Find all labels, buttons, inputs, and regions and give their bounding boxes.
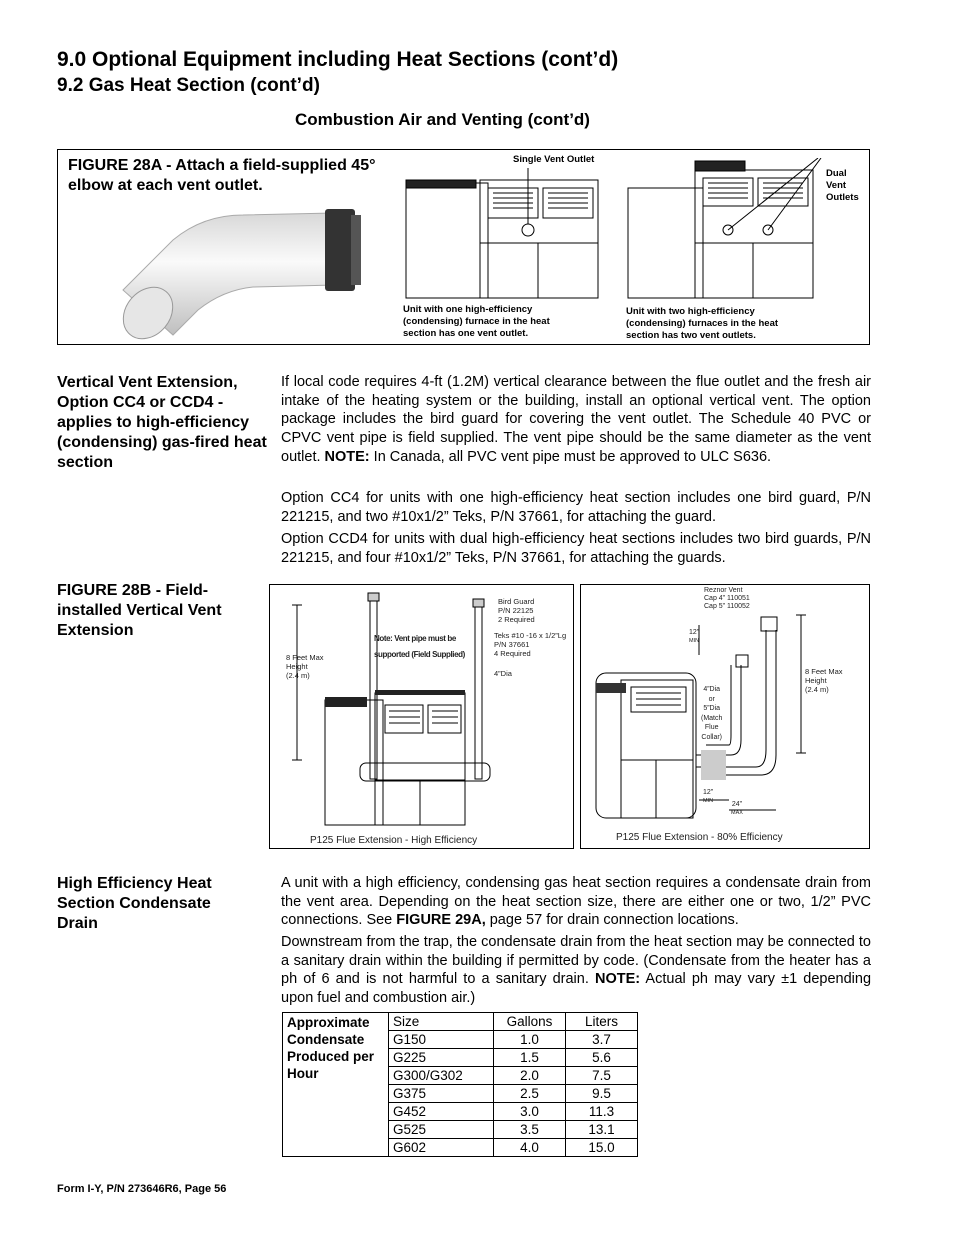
note-label: NOTE: xyxy=(324,448,370,465)
figure-28b-caption: FIGURE 28B - Field-installed Vertical Vent Extension xyxy=(57,582,222,639)
dual-vent-label xyxy=(826,168,859,204)
diameter-note: 4”Dia xyxy=(494,669,512,678)
height-note xyxy=(286,653,324,680)
bottom-min-12-note xyxy=(703,789,713,805)
table-cell: 15.0 xyxy=(566,1139,638,1157)
table-cell: 1.5 xyxy=(494,1049,566,1067)
table-row xyxy=(283,1013,638,1031)
vertical-vent-heading: Vertical Vent Extension, Option CC4 or CCD4 - applies to high-efficiency (condensing) gas-fired heat section xyxy=(57,374,267,471)
paragraph-text: In Canada, all PVC vent pipe must be approved to ULC S636. xyxy=(369,448,772,465)
max-24-value: 24” xyxy=(731,801,743,808)
min-12-unit: MIN xyxy=(689,638,700,644)
table-cell: G525 xyxy=(389,1121,494,1139)
support-note xyxy=(374,631,465,663)
condensate-paragraph-1 xyxy=(281,874,871,930)
table-cell: G375 xyxy=(389,1085,494,1103)
height-note-line: (2.4 m) xyxy=(286,671,310,680)
vent-cap-note xyxy=(704,587,750,611)
single-vent-label: Single Vent Outlet xyxy=(513,154,595,165)
dual-vent-caption-line: (condensing) furnaces in the heat xyxy=(626,318,779,329)
diameter-note-line: 5”Dia xyxy=(703,705,721,712)
paragraph-text: Downstream from the trap, the condensate drain from the heat section may be connected to a sanitary drain within the building if permitted by code. (Condensate from the heater has a ph of 6 and is not harmful to a sanitary drain. xyxy=(281,934,871,988)
dual-vent-caption-line: section has two vent outlets. xyxy=(626,330,756,341)
table-cell: 11.3 xyxy=(566,1103,638,1121)
page-subtitle: 9.2 Gas Heat Section (cont’d) xyxy=(57,75,320,96)
dual-vent-caption-line: Unit with two high-efficiency xyxy=(626,306,755,317)
paragraph-text: A unit with a high efficiency, condensing gas heat section requires a condensate drain from the vent area. Depending on the heat section size, there are either one or two, 1/2” PVC connections. See xyxy=(281,875,871,929)
table-cell: G300/G302 xyxy=(389,1067,494,1085)
bird-guard-note-line: 2 Required xyxy=(498,615,535,624)
figure-28b-high-efficiency xyxy=(269,584,574,849)
figure-28a xyxy=(57,149,870,345)
figure-28a-caption: FIGURE 28A - Attach a field-supplied 45° elbow at each vent outlet. xyxy=(68,157,376,194)
single-vent-caption-line: (condensing) furnace in the heat xyxy=(403,316,550,327)
height-note-line: Height xyxy=(805,676,827,685)
paragraph-text: If local code requires 4-ft (1.2M) vertical clearance between the flue outlet and the fresh air intake of the heating system or the building, install an optional vertical vent. The option package includes the bird guard for covering the vent outlet. The Schedule 40 PVC or CPVC vent pipe is field supplied. The vent pipe should be the same diameter as the vent outlet. xyxy=(281,374,871,465)
high-efficiency-flue-drawing xyxy=(270,585,573,848)
dual-vent-label-line: Vent xyxy=(826,180,847,191)
note-label: NOTE: xyxy=(595,971,641,988)
table-header: Size xyxy=(389,1013,494,1031)
table-cell: 3.7 xyxy=(566,1031,638,1049)
height-note-80 xyxy=(805,667,843,694)
page-title: 9.0 Optional Equipment including Heat Sections (cont’d) xyxy=(57,48,619,71)
page-footer: Form I-Y, P/N 273646R6, Page 56 xyxy=(57,1183,227,1195)
table-cell: 3.5 xyxy=(494,1121,566,1139)
dual-vent-label-line: Outlets xyxy=(826,192,859,203)
single-vent-caption-line: Unit with one high-efficiency xyxy=(403,304,533,315)
80-efficiency-label: P125 Flue Extension - 80% Efficiency xyxy=(616,832,783,843)
support-note-line: Note: Vent pipe must be xyxy=(374,634,456,643)
diameter-note-80 xyxy=(701,685,722,742)
table-cell: 2.0 xyxy=(494,1067,566,1085)
diameter-note-line: or xyxy=(708,695,715,703)
table-cell: G602 xyxy=(389,1139,494,1157)
bird-guard-note-line: P/N 22125 xyxy=(498,606,534,615)
vent-cap-note-line: Reznor Vent xyxy=(704,587,743,594)
table-cell: 7.5 xyxy=(566,1067,638,1085)
height-note-line: 8 Feet Max xyxy=(805,667,843,676)
paragraph-text: Actual ph may vary ±1 depending upon fuel and combustion air.) xyxy=(281,971,872,1007)
table-header: Liters xyxy=(566,1013,638,1031)
figure-28b-80-efficiency xyxy=(580,584,870,849)
diameter-note-line: Collar) xyxy=(701,733,723,741)
vertical-vent-paragraph-2: Option CC4 for units with one high-efficiency heat section includes one bird guard, P/N 221215, and two #10x1/2” Teks, P/N 37661, for attaching the guard. xyxy=(281,490,871,525)
bottom-min-12-unit: MIN xyxy=(703,798,714,804)
dual-vent-label-line: Dual xyxy=(826,168,847,179)
condensate-table xyxy=(282,1012,638,1157)
height-note-line: (2.4 m) xyxy=(805,685,829,694)
table-cell: G225 xyxy=(389,1049,494,1067)
table-cell: 1.0 xyxy=(494,1031,566,1049)
table-cell: 3.0 xyxy=(494,1103,566,1121)
bird-guard-note-line: Bird Guard xyxy=(498,597,535,606)
vertical-vent-paragraph-1 xyxy=(281,373,871,467)
vent-cap-note-line: Cap 5” 110052 xyxy=(704,603,750,610)
min-12-value: 12” xyxy=(689,629,700,636)
height-note-line: Height xyxy=(286,662,308,671)
table-cell: 13.1 xyxy=(566,1121,638,1139)
table-cell: 4.0 xyxy=(494,1139,566,1157)
table-cell: 9.5 xyxy=(566,1085,638,1103)
max-24-unit: MAX xyxy=(731,810,743,816)
high-efficiency-label: P125 Flue Extension - High Efficiency xyxy=(310,835,478,846)
dual-vent-caption xyxy=(626,306,778,342)
teks-note xyxy=(494,631,566,658)
table-header: Gallons xyxy=(494,1013,566,1031)
bottom-min-12-value: 12” xyxy=(703,789,714,796)
dual-vent-unit-drawing xyxy=(623,158,823,303)
table-row-label: Approximate Condensate Produced per Hour xyxy=(283,1013,389,1157)
paragraph-text: page 57 for drain connection locations. xyxy=(485,912,739,929)
support-note-line: supported (Field Supplied) xyxy=(374,650,465,659)
teks-note-line: Teks #10 -16 x 1/2”Lg xyxy=(494,631,567,640)
teks-note-line: 4 Required xyxy=(494,649,531,658)
min-12-note xyxy=(689,629,699,645)
height-note-line: 8 Feet Max xyxy=(286,653,324,662)
diameter-note-line: Flue xyxy=(704,724,719,731)
max-24-note xyxy=(731,801,743,817)
table-cell: G452 xyxy=(389,1103,494,1121)
condensate-paragraph-2 xyxy=(281,933,871,1008)
vent-cap-note-line: Cap 4” 110051 xyxy=(704,595,750,602)
section-heading: Combustion Air and Venting (cont’d) xyxy=(295,110,590,129)
diameter-note-line: (Match xyxy=(701,714,723,722)
vertical-vent-paragraph-3: Option CCD4 for units with dual high-efficiency heat sections includes two bird guards, P/N 221215, and four #10x1/2” Teks, P/N 37661, for attaching the guards. xyxy=(281,531,871,566)
table-cell: G150 xyxy=(389,1031,494,1049)
single-vent-caption-line: section has one vent outlet. xyxy=(403,328,529,339)
bird-guard-note xyxy=(498,597,535,624)
elbow-photo xyxy=(113,205,363,340)
single-vent-unit-drawing xyxy=(398,168,608,303)
table-cell: 5.6 xyxy=(566,1049,638,1067)
table-cell: 2.5 xyxy=(494,1085,566,1103)
condensate-heading: High Efficiency Heat Section Condensate Drain xyxy=(57,875,212,932)
teks-note-line: P/N 37661 xyxy=(494,640,530,649)
single-vent-caption xyxy=(403,304,550,340)
diameter-note-line: 4”Dia xyxy=(703,686,721,693)
80-efficiency-flue-drawing xyxy=(581,585,869,848)
figure-reference: FIGURE 29A, xyxy=(396,912,486,929)
